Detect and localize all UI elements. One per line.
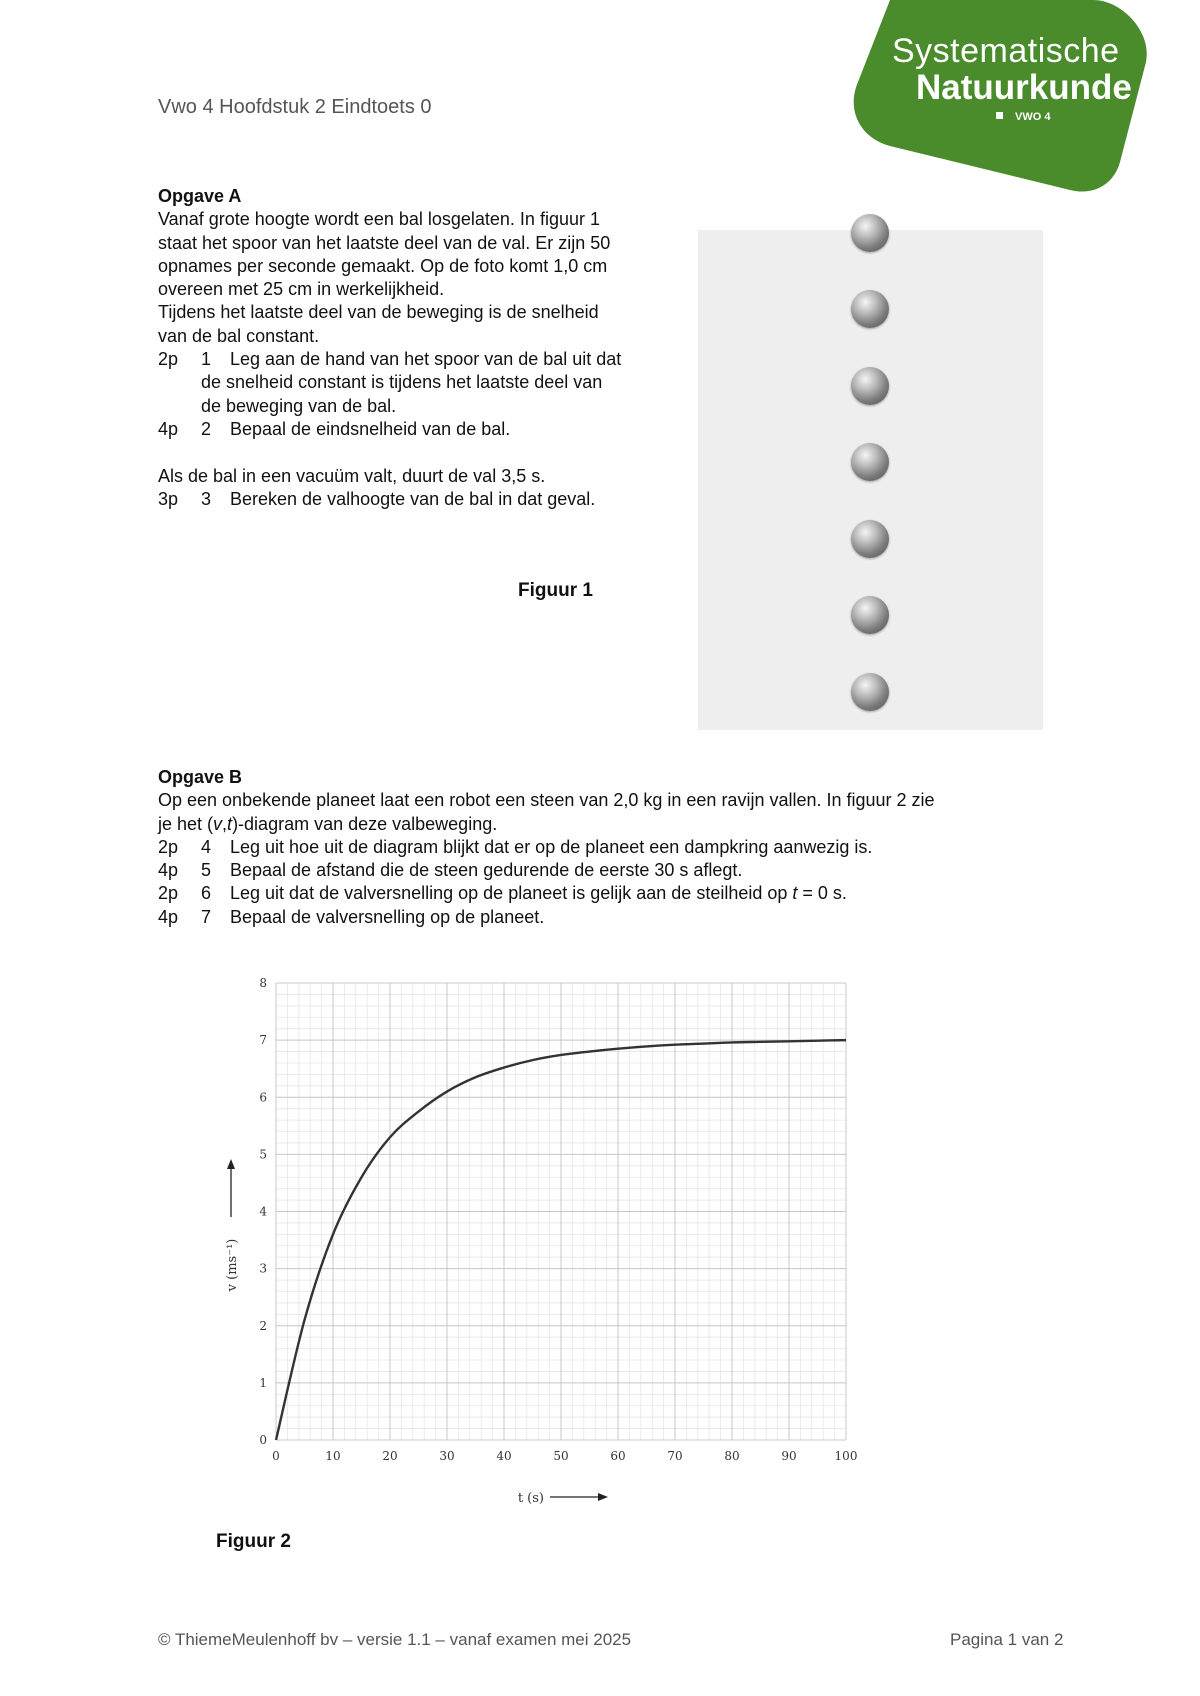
- ball-image: [851, 290, 889, 328]
- question-number: 6: [201, 883, 212, 904]
- question-points: 4p: [158, 418, 179, 439]
- question-text: Bepaal de valversnelling op de planeet.: [230, 906, 545, 927]
- x-axis-title: [518, 1491, 608, 1505]
- logo-level-label: VWO 4: [1015, 111, 1051, 123]
- logo-text-systematische: Systematische: [892, 32, 1120, 70]
- opgave-b-heading: Opgave B: [158, 767, 243, 787]
- x-tick-label: 90: [781, 1449, 797, 1463]
- vacuum-text: Als de bal in een vacuüm valt, duurt de val 3,5 s.: [158, 465, 546, 486]
- logo-text-natuurkunde: Natuurkunde: [916, 68, 1132, 107]
- question-points: 4p: [158, 860, 179, 881]
- question-text-part: = 0 s.: [797, 883, 847, 904]
- x-tick-label: 10: [325, 1449, 341, 1463]
- figure-1-caption: Figuur 1: [518, 580, 593, 601]
- question-3: [158, 488, 678, 511]
- publisher-logo: [850, 0, 1150, 192]
- question-text: Bereken de valhoogte van de bal in dat geval.: [230, 488, 596, 509]
- question-6: [158, 882, 1058, 905]
- question-1: [158, 348, 678, 371]
- intro-line: Op een onbekende planeet laat een robot een steen van 2,0 kg in een ravijn vallen. In figuur 2 zie: [158, 790, 935, 811]
- square-icon: [996, 112, 1003, 119]
- question-4: [158, 836, 1058, 859]
- x-axis-arrowhead: [598, 1493, 608, 1501]
- y-tick-label: 7: [259, 1033, 267, 1048]
- question-7: [158, 906, 1058, 929]
- x-tick-label: 100: [834, 1449, 858, 1463]
- question-number: 3: [201, 488, 212, 509]
- question-text-continued: de snelheid constant is tijdens het laatste deel van: [201, 372, 603, 393]
- y-axis-title: [225, 1159, 240, 1292]
- y-axis-arrowhead: [227, 1159, 235, 1169]
- opgave-a: [158, 185, 678, 511]
- question-points: 4p: [158, 906, 179, 927]
- question-number: 5: [201, 860, 212, 881]
- x-tick-label: 70: [667, 1449, 683, 1463]
- footer-copyright: © ThiemeMeulenhoff bv – versie 1.1 – vanaf examen mei 2025: [158, 1630, 632, 1649]
- intro-text: ,: [222, 813, 228, 834]
- y-tick-label: 6: [259, 1090, 267, 1105]
- question-points: 2p: [158, 836, 179, 857]
- intro-line: overeen met 25 cm in werkelijkheid.: [158, 279, 445, 300]
- question-text: Leg uit hoe uit de diagram blijkt dat er op de planeet een dampkring aanwezig is.: [230, 836, 873, 857]
- x-tick-label: 40: [496, 1449, 512, 1463]
- figure-2-caption: Figuur 2: [216, 1531, 291, 1552]
- ball-image: [851, 596, 889, 634]
- variable-t: t: [792, 883, 798, 904]
- opgave-b: [158, 766, 1058, 929]
- question-text-part: Leg uit dat de valversnelling op de planeet is gelijk aan de steilheid op: [230, 883, 793, 904]
- question-text: Leg aan de hand van het spoor van de bal uit dat: [230, 349, 622, 370]
- intro-text: )-diagram van deze valbeweging.: [232, 813, 498, 834]
- figure-1-ball-trace: [698, 230, 1043, 730]
- x-tick-label: 60: [610, 1449, 626, 1463]
- y-tick-label: 5: [259, 1147, 267, 1162]
- ball-image: [851, 673, 889, 711]
- x-tick-labels: [272, 1449, 857, 1463]
- question-number: 4: [201, 836, 212, 857]
- vt-chart-svg: [210, 965, 870, 1505]
- figure-2-vt-diagram: [210, 965, 870, 1505]
- question-text-continued: de beweging van de bal.: [201, 395, 397, 416]
- question-2: [158, 418, 678, 441]
- question-number: 7: [201, 906, 212, 927]
- variable-t: t: [227, 813, 233, 834]
- spacer: [158, 441, 678, 464]
- intro-line: Vanaf grote hoogte wordt een bal losgelaten. In figuur 1: [158, 209, 600, 230]
- opgave-a-heading: Opgave A: [158, 186, 242, 206]
- intro-line: staat het spoor van het laatste deel van de val. Er zijn 50: [158, 232, 611, 253]
- question-points: 3p: [158, 488, 179, 509]
- x-tick-label: 50: [553, 1449, 569, 1463]
- question-points: 2p: [158, 883, 179, 904]
- document-title: Vwo 4 Hoofdstuk 2 Eindtoets 0: [158, 96, 432, 118]
- question-text: Bepaal de eindsnelheid van de bal.: [230, 418, 511, 439]
- ball-image: [851, 367, 889, 405]
- intro-line: [158, 813, 1058, 836]
- question-number: 2: [201, 418, 212, 439]
- y-tick-label: 4: [259, 1204, 267, 1219]
- y-tick-labels: [259, 976, 267, 1447]
- question-text: Bepaal de afstand die de steen gedurende de eerste 30 s aflegt.: [230, 860, 743, 881]
- intro-text: je het (: [158, 813, 214, 834]
- question-points: 2p: [158, 349, 179, 370]
- intro-line: opnames per seconde gemaakt. Op de foto komt 1,0 cm: [158, 255, 608, 276]
- y-tick-label: 2: [259, 1318, 267, 1333]
- x-tick-label: 80: [724, 1449, 740, 1463]
- ball-image: [851, 214, 889, 252]
- y-tick-label: 3: [259, 1261, 267, 1276]
- y-tick-label: 1: [259, 1375, 267, 1390]
- x-axis-label: t (s): [517, 1491, 544, 1505]
- footer-page-number: Pagina 1 van 2: [950, 1630, 1064, 1649]
- intro-line: Tijdens het laatste deel van de beweging is de snelheid: [158, 302, 599, 323]
- x-tick-label: 30: [439, 1449, 455, 1463]
- y-axis-label: v (ms⁻¹): [225, 1238, 240, 1292]
- ball-image: [851, 443, 889, 481]
- y-tick-label: 8: [259, 976, 267, 990]
- question-5: [158, 859, 1058, 882]
- variable-v: v: [213, 813, 223, 834]
- question-number: 1: [201, 349, 212, 370]
- question-text: [230, 882, 1058, 905]
- x-tick-label: 20: [382, 1449, 398, 1463]
- logo-text-level: [996, 111, 1050, 123]
- y-tick-label: 0: [259, 1433, 267, 1447]
- ball-image: [851, 520, 889, 558]
- intro-line: van de bal constant.: [158, 325, 320, 346]
- x-tick-label: 0: [272, 1449, 280, 1463]
